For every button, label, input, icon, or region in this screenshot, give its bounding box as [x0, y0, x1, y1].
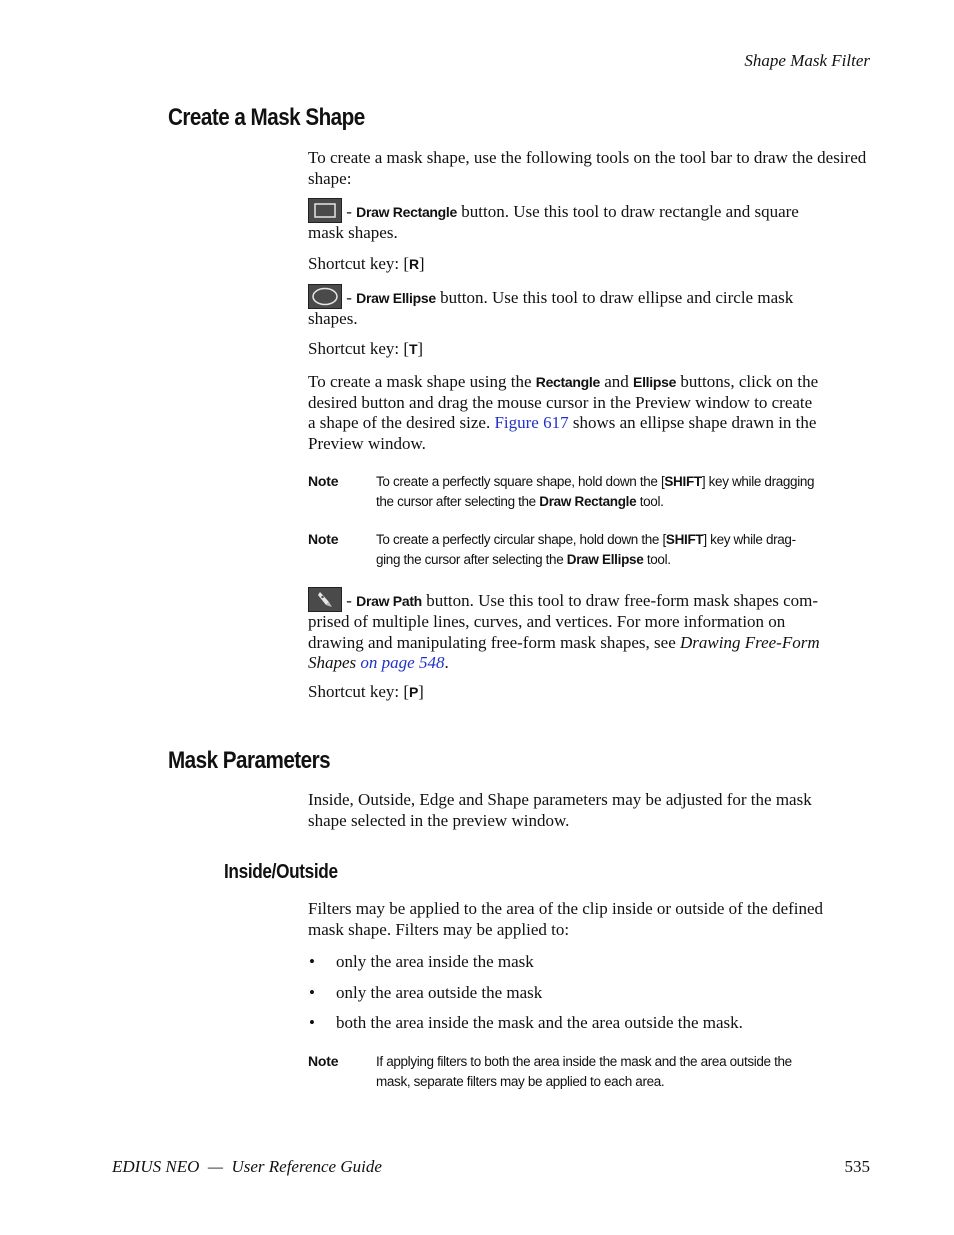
list-item: • only the area outside the mask: [308, 983, 868, 1004]
draw-path-label: Draw Path: [356, 593, 422, 609]
page-548-link[interactable]: on page 548: [360, 653, 445, 672]
list-item: • both the area inside the mask and the area outside the mask.: [308, 1013, 868, 1034]
rectangle-tool-paragraph: - Draw Rectangle button. Use this tool to draw rectangle and square mask shapes.: [308, 198, 878, 244]
list-item: • only the area inside the mask: [308, 952, 868, 973]
path-shortcut: Shortcut key: [P]: [308, 682, 424, 701]
section-title-mask-parameters: Mask Parameters: [168, 747, 331, 774]
note-circular-shape: To create a perfectly circular shape, hold down the [SHIFT] key while drag- ging the cursor after selecting the Draw Ellipse tool.: [376, 532, 796, 567]
rectangle-shortcut: Shortcut key: [R]: [308, 254, 425, 273]
note-separate-filters: If applying filters to both the area inside the mask and the area outside the mask, separate filters may be applied to each area.: [376, 1054, 792, 1089]
footer-guide-title: EDIUS NEO — User Reference Guide: [112, 1157, 382, 1176]
note-square-shape: To create a perfectly square shape, hold down the [SHIFT] key while dragging the cursor after selecting the Draw Rectangle tool.: [376, 474, 815, 509]
section-title-create-mask-shape: Create a Mask Shape: [168, 104, 365, 131]
path-tool-paragraph: - Draw Path button. Use this tool to draw free-form mask shapes com- prised of multiple lines, curves, and vertices. For more information on drawing and manipulating free-form mask shapes, see Drawing Free-Form Shapes on page 548.: [308, 587, 883, 674]
note-label: Note: [308, 1053, 339, 1069]
ellipse-tool-paragraph: - Draw Ellipse button. Use this tool to draw ellipse and circle mask shapes.: [308, 284, 878, 330]
ellipse-tool-icon: [308, 284, 342, 309]
figure-617-link[interactable]: Figure 617: [494, 413, 569, 432]
running-header: Shape Mask Filter: [744, 51, 870, 70]
subsection-title-inside-outside: Inside/Outside: [224, 861, 338, 883]
howto-paragraph: To create a mask shape using the Rectangle and Ellipse buttons, click on the desired button and drag the mouse cursor in the Preview window to create a shape of the desired size. Figure 617 shows an ellipse shape drawn in the Preview window.: [308, 372, 819, 453]
page-number: 535: [844, 1157, 870, 1176]
intro-paragraph: To create a mask shape, use the following tools on the tool bar to draw the desired shape:: [308, 148, 867, 188]
draw-ellipse-label: Draw Ellipse: [356, 290, 436, 306]
note-label: Note: [308, 473, 339, 489]
note-label: Note: [308, 531, 339, 547]
mask-parameters-intro: Inside, Outside, Edge and Shape parameters may be adjusted for the mask shape selected in the preview window.: [308, 790, 812, 830]
pen-tool-icon: [308, 587, 342, 612]
draw-rectangle-label: Draw Rectangle: [356, 204, 458, 220]
rectangle-tool-icon: [308, 198, 342, 223]
apply-options-list: [308, 952, 868, 1044]
inside-outside-paragraph: Filters may be applied to the area of the clip inside or outside of the defined mask shape. Filters may be applied to:: [308, 899, 824, 939]
ellipse-shortcut: Shortcut key: [T]: [308, 339, 423, 358]
